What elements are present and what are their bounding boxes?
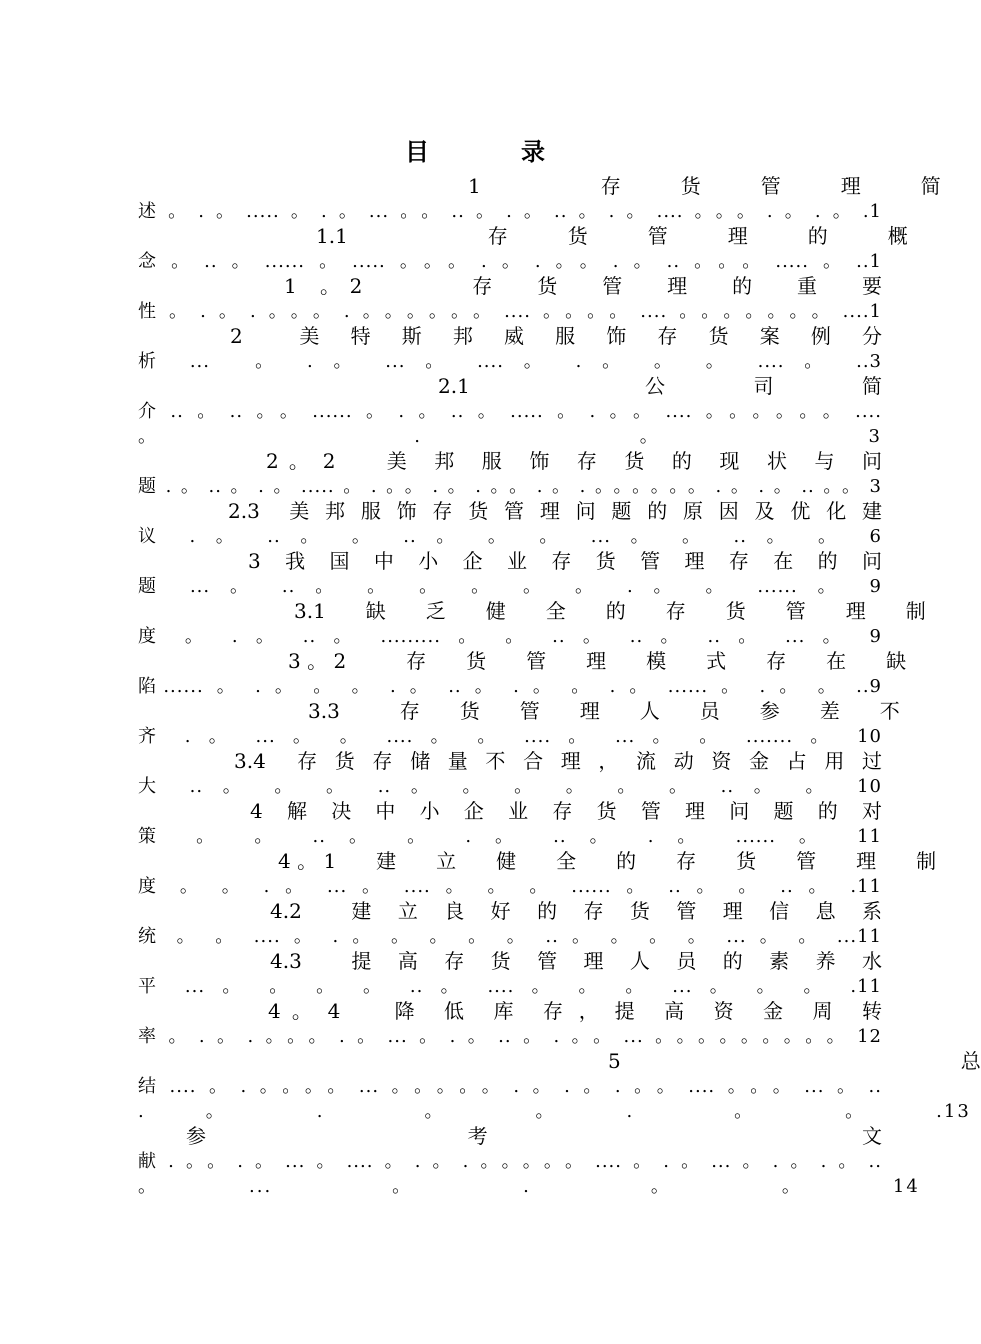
toc-entry-leader: 。 . 。 3: [138, 426, 882, 447]
toc-entry[interactable]: [138, 599, 926, 649]
toc-entry-leader: 议 . 。 .. 。 。 .. 。 。 。 ... 。 。 .. 。 。 6: [138, 526, 882, 547]
toc-entry[interactable]: [138, 699, 900, 749]
toc-entry-heading: 3 我 国 中 小 企 业 存 货 管 理 存 在 的 问: [248, 549, 882, 573]
toc-entry-heading: 1 。 2 存 货 管 理 的 重 要: [284, 274, 882, 298]
page-title: 目 录: [405, 137, 579, 166]
toc-entry[interactable]: [138, 749, 882, 799]
table-of-contents: [138, 174, 981, 1199]
toc-entry-leader: 齐 . 。 ... 。 。 .... 。 。 .... 。 ... 。 。 ....... 。 10: [138, 726, 882, 747]
toc-entry-leader: 析 ... 。 . 。 ... 。 .... 。 . 。 。 。 .... 。 ..3: [138, 351, 882, 372]
toc-entry-heading: 4 。 4 降 低 库 存 ， 提 高 资 金 周 转: [268, 999, 882, 1023]
toc-entry-heading: 1 存 货 管 理 简: [368, 174, 941, 198]
toc-entry-heading: 4.2 建 立 良 好 的 存 货 管 理 信 息 系: [270, 899, 882, 923]
toc-entry[interactable]: [138, 999, 882, 1049]
toc-entry-heading: 4.3 提 高 存 货 管 理 人 员 的 素 养 水: [270, 949, 882, 973]
toc-entry-leader: 大 .. 。 。 。 .. 。 。 。 。 。 。 .. 。 。 10: [138, 776, 882, 797]
toc-entry-leader: 述。.。.....。.。...。。..。.。..。.。....。。。.。.。.1: [138, 201, 882, 222]
toc-entry-leader: 献.。。.。...。....。.。.。。。。。....。.。...。.。.。..: [138, 1151, 882, 1172]
toc-entry[interactable]: [138, 1049, 981, 1124]
toc-entry-leader: 陷...... 。 . 。 。 。 . 。 .. 。 . 。 。 . 。 ...... 。 . 。 。 ..9: [138, 676, 882, 697]
toc-entry-leader: 结....。.。。。。...。。。。。.。.。.。。....。。。...。..: [138, 1076, 882, 1097]
toc-entry[interactable]: [138, 224, 908, 274]
toc-entry[interactable]: [138, 499, 882, 549]
toc-entry[interactable]: [138, 374, 882, 449]
toc-entry-heading: 2 美 特 斯 邦 威 服 饰 存 货 案 例 分: [230, 324, 882, 348]
toc-entry-leader: 题.。..。.。.....。.。。.。.。。.。.。。。。。。.。.。..。。3: [138, 476, 882, 497]
toc-entry-heading: 4 解 决 中 小 企 业 存 货 管 理 问 题 的 对: [250, 799, 882, 823]
toc-entry[interactable]: [138, 549, 882, 599]
toc-entry[interactable]: [138, 449, 882, 499]
toc-entry[interactable]: [138, 324, 882, 374]
toc-entry[interactable]: [138, 849, 937, 899]
toc-entry[interactable]: [138, 174, 941, 224]
toc-entry-heading: 参 考 文: [186, 1124, 882, 1148]
toc-entry[interactable]: [138, 649, 907, 699]
toc-entry-leader: 题 ... 。 .. 。 。 。 。 。 。 . 。 。 ...... 。 9: [138, 576, 882, 597]
toc-entry-leader: 。 ... 。 . 。 。 14: [138, 1176, 920, 1197]
toc-entry-leader: 介..。..。。......。.。..。.....。.。。....。。。。。。....: [138, 401, 882, 422]
toc-entry-leader: 统 。 。 .... 。 . 。 。 。 。 。 .. 。 。 。 。 ... 。 。 ...11: [138, 926, 882, 947]
toc-entry-leader: 平 ... 。 。 。 。 .. 。 .... 。 。 。 ... 。 。 。 .11: [138, 976, 882, 997]
toc-entry-leader: 念。..。......。.....。。。.。.。。.。..。。。.....。..1: [138, 251, 882, 272]
toc-entry-leader: 率。.。.。。。.。...。.。..。.。。...。。。。。。。。。12: [138, 1026, 882, 1047]
toc-entry-heading: 2.3 美 邦 服 饰 存 货 管 理 问 题 的 原 因 及 优 化 建: [228, 499, 882, 523]
toc-entry-heading: 3.3 存 货 管 理 人 员 参 差 不: [308, 699, 900, 723]
toc-entry-heading: 3.1 缺 乏 健 全 的 存 货 管 理 制: [294, 599, 926, 623]
toc-entry-heading: 3.4 存 货 存 储 量 不 合 理 ， 流 动 资 金 占 用 过: [234, 749, 882, 773]
toc-entry-leader: 度 。 . 。 .. 。 ......... 。 。 .. 。 .. 。 .. 。 ... 。 9: [138, 626, 882, 647]
toc-entry-heading: 2.1 公 司 简: [438, 374, 882, 398]
toc-entry-leader: . 。 . 。 。 . 。 。 .13: [138, 1101, 971, 1122]
toc-entry[interactable]: [138, 274, 882, 324]
toc-entry[interactable]: [138, 799, 882, 849]
toc-entry-heading: 3 。 2 存 货 管 理 模 式 存 在 缺: [288, 649, 907, 673]
toc-entry[interactable]: [138, 899, 882, 949]
toc-entry[interactable]: [138, 1124, 920, 1199]
toc-entry[interactable]: [138, 949, 882, 999]
toc-entry-leader: 性。.。.。。。.。。。。。。....。。。。....。。。。。。。....1: [138, 301, 882, 322]
toc-entry-heading: 1.1 存 货 管 理 的 概: [316, 224, 908, 248]
toc-entry-heading: 5 总: [608, 1049, 981, 1073]
toc-entry-leader: 度 。 。 . 。 ... 。 .... 。 。 。 ...... 。 .. 。 。 .. 。 .11: [138, 876, 882, 897]
toc-entry-leader: 策 。 。 .. 。 。 . 。 .. 。 . 。 ...... 。 11: [138, 826, 882, 847]
toc-entry-heading: 4 。 1 建 立 健 全 的 存 货 管 理 制: [278, 849, 937, 873]
toc-entry-heading: 2 。 2 美 邦 服 饰 存 货 的 现 状 与 问: [266, 449, 882, 473]
